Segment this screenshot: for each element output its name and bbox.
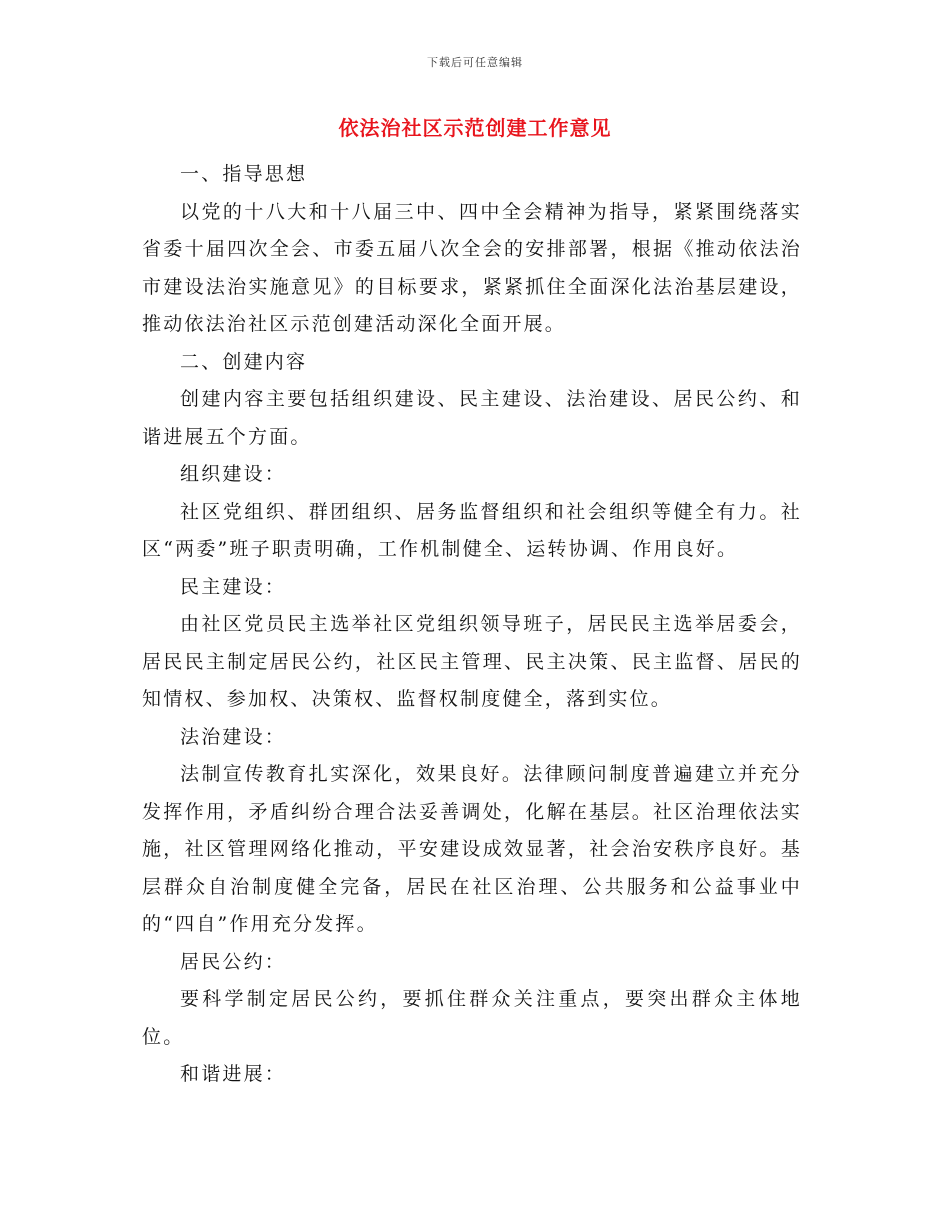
subheading-residents-convention: 居民公约： (180, 950, 287, 973)
document-body (142, 156, 802, 1094)
paragraph-guiding-ideology: 以党的十八大和十八届三中、四中全会精神为指导，紧紧围绕落实省委十届四次全会、市委五届八次全会的安排部署，根据《推动依法治市建设法治实施意见》的目标要求，紧紧抓住全面深化法治基层建设，推动依法治社区示范创建活动深化全面开展。 (142, 200, 802, 335)
subheading-harmonious-progress: 和谐进展： (180, 1063, 287, 1085)
paragraph-democracy-building: 由社区党员民主选举社区党组织领导班子，居民民主选举居委会，居民民主制定居民公约，社区民主管理、民主决策、民主监督、居民的知情权、参加权、决策权、监督权制度健全，落到实位。 (142, 613, 802, 710)
paragraph-creation-content: 创建内容主要包括组织建设、民主建设、法治建设、居民公约、和谐进展五个方面。 (142, 388, 802, 448)
paragraph-residents-convention: 要科学制定居民公约，要抓住群众关注重点，要突出群众主体地位。 (142, 988, 802, 1048)
paragraph-organization-building: 社区党组织、群团组织、居务监督组织和社会组织等健全有力。社区“两委”班子职责明确，工作机制健全、运转协调、作用良好。 (142, 500, 802, 560)
document-title: 依法治社区示范创建工作意见 (338, 116, 612, 140)
page-header: 下载后可任意编辑 (427, 56, 523, 69)
paragraph-rule-of-law-building: 法制宣传教育扎实深化，效果良好。法律顾问制度普遍建立并充分发挥作用，矛盾纠纷合理合法妥善调处，化解在基层。社区治理依法实施，社区管理网络化推动，平安建设成效显著，社会治安秩序良好。基层群众自治制度健全完备，居民在社区治理、公共服务和公益事业中的“四自”作用充分发挥。 (142, 763, 802, 935)
subheading-rule-of-law-building: 法治建设： (180, 725, 287, 748)
section-heading-guiding-ideology: 一、指导思想 (180, 163, 308, 185)
subheading-democracy-building: 民主建设： (180, 575, 287, 598)
subheading-organization-building: 组织建设： (180, 463, 287, 485)
section-heading-creation-content: 二、创建内容 (180, 350, 308, 373)
